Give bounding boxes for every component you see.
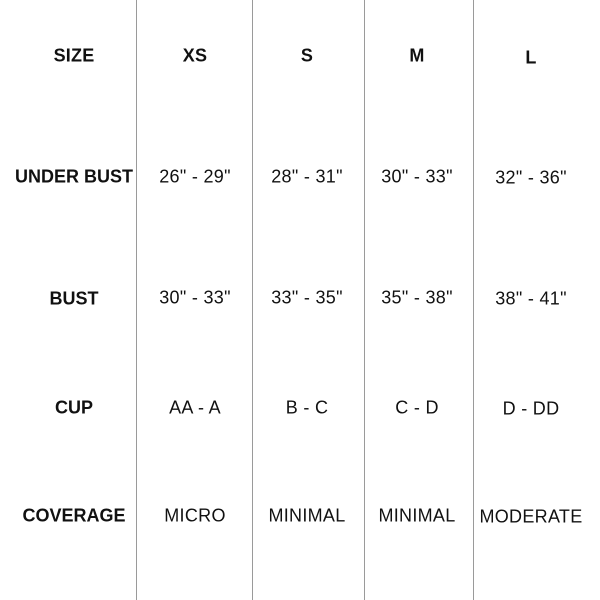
bust-m: 35" - 38" [381, 287, 453, 308]
size-header-l: L [525, 47, 537, 68]
cup-xs: AA - A [169, 397, 221, 418]
bust-s: 33" - 35" [271, 287, 343, 308]
under-bust-m: 30" - 33" [381, 166, 453, 187]
under-bust-xs: 26" - 29" [159, 166, 231, 187]
coverage-xs: MICRO [164, 505, 226, 526]
column-divider [364, 0, 365, 600]
size-header-m: M [409, 45, 425, 66]
under-bust-l: 32" - 36" [495, 167, 567, 188]
row-label-cup: CUP [54, 397, 93, 418]
cup-s: B - C [285, 397, 329, 418]
row-label-under-bust: UNDER BUST [14, 166, 133, 187]
coverage-s: MINIMAL [268, 505, 346, 526]
row-label-coverage: COVERAGE [22, 505, 126, 526]
size-header-s: S [300, 45, 314, 66]
column-divider [473, 0, 474, 600]
bust-l: 38" - 41" [495, 288, 567, 309]
size-header-xs: XS [182, 45, 208, 66]
coverage-m: MINIMAL [378, 505, 456, 526]
row-label-bust: BUST [49, 288, 99, 309]
cup-l: D - DD [502, 398, 560, 419]
under-bust-s: 28" - 31" [271, 166, 343, 187]
coverage-l: MODERATE [479, 506, 583, 527]
bust-xs: 30" - 33" [159, 287, 231, 308]
column-divider [252, 0, 253, 600]
size-header-label: SIZE [53, 45, 95, 66]
cup-m: C - D [395, 397, 439, 418]
